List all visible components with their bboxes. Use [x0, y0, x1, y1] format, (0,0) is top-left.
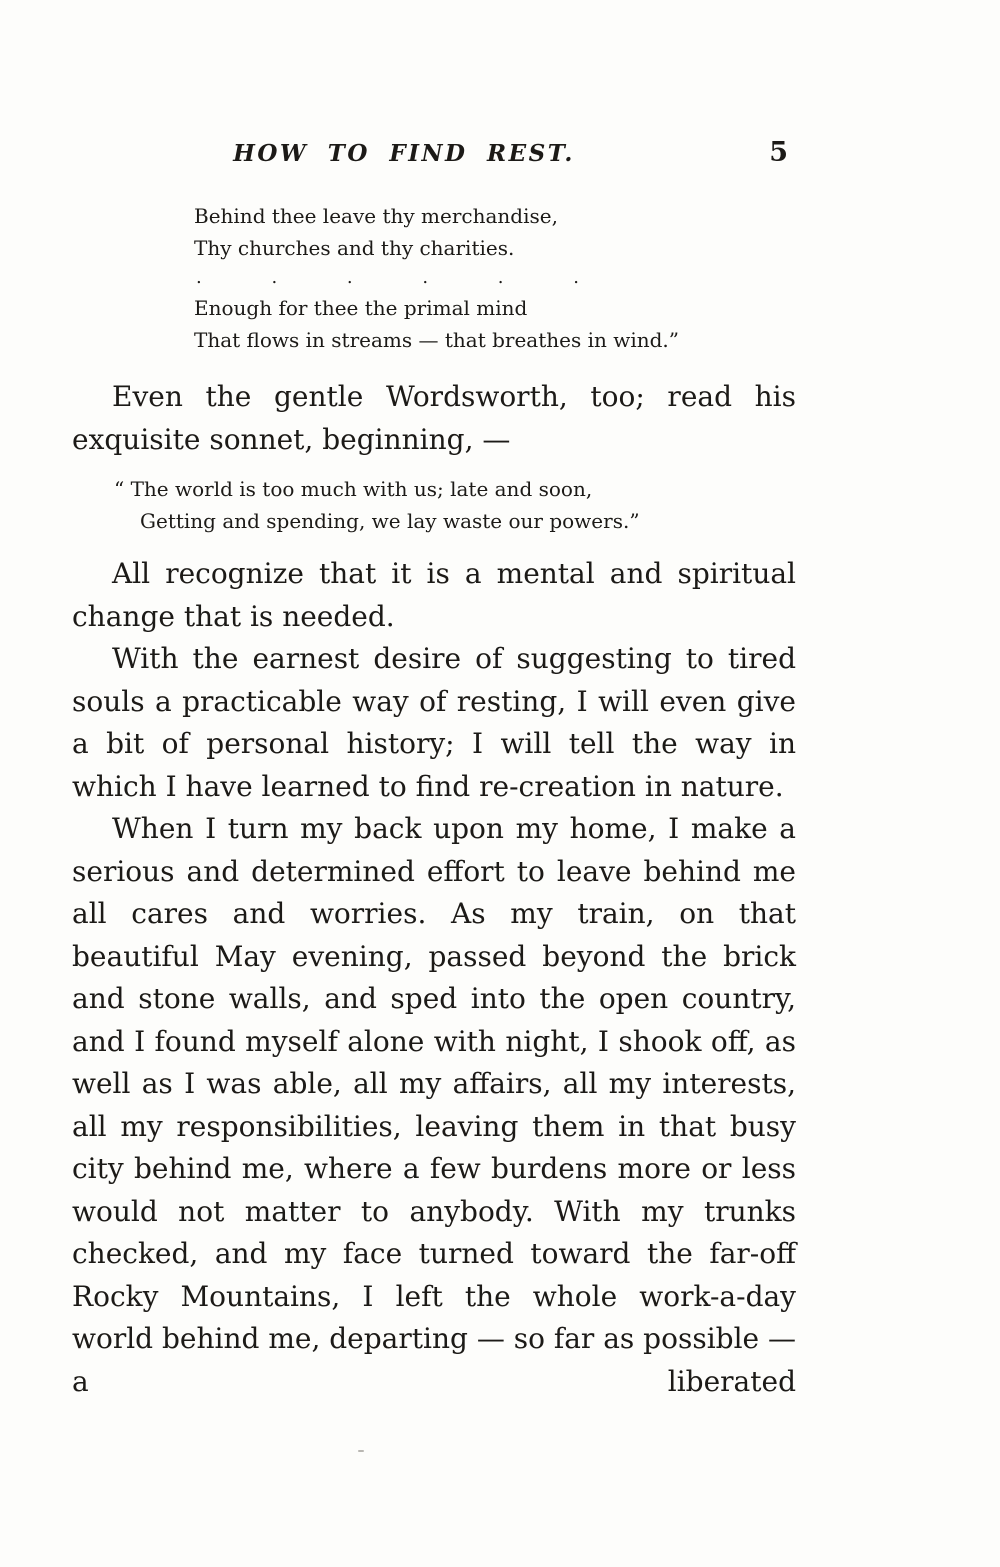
- verse-line: Enough for thee the primal mind: [194, 296, 528, 320]
- page-header: [72, 137, 796, 176]
- paragraph: All recognize that it is a mental and spiritual change that is needed.: [72, 557, 796, 633]
- running-title: HOW TO FIND REST.: [233, 140, 575, 167]
- verse-line: Getting and spending, we lay waste our powers.”: [140, 509, 640, 533]
- verse-line: That flows in streams — that breathes in wind.”: [194, 328, 680, 352]
- paragraph: When I turn my back upon my home, I make a serious and determined effort to leave behind me all cares and worries. As my train, on that beautiful May evening, passed beyond the brick and stone walls, and sped into the open country, and I found myself alone with night, I shook off, as well as I was able, all my affairs, all my interests, all my responsibilities, leaving them in that busy city behind me, where a few burdens more or less would not matter to anybody. With my trunks checked, and my face turned toward the far-off Rocky Mountains, I left the whole work-a-day world behind me, departing — so far as possible — a liberated: [72, 812, 796, 1398]
- page-content: [72, 137, 796, 1403]
- verse-line: Thy churches and thy charities.: [194, 236, 515, 260]
- verse-quote-2: [114, 473, 796, 537]
- scan-artifact-mark: [358, 1450, 364, 1452]
- verse-line: Behind thee leave thy merchandise,: [194, 204, 558, 228]
- paragraph: Even the gentle Wordsworth, too; read his exquisite sonnet, beginning, —: [72, 380, 796, 456]
- verse-line: “ The world is too much with us; late and soon,: [114, 477, 593, 501]
- page-number: 5: [769, 137, 788, 168]
- paragraph: With the earnest desire of suggesting to tired souls a practicable way of resting, I will even give a bit of personal history; I will tell the way in which I have learned to find re-creation in nature.: [72, 642, 796, 803]
- verse-ellipsis-row: . . . . . .: [196, 267, 579, 288]
- verse-quote-1: [194, 200, 796, 356]
